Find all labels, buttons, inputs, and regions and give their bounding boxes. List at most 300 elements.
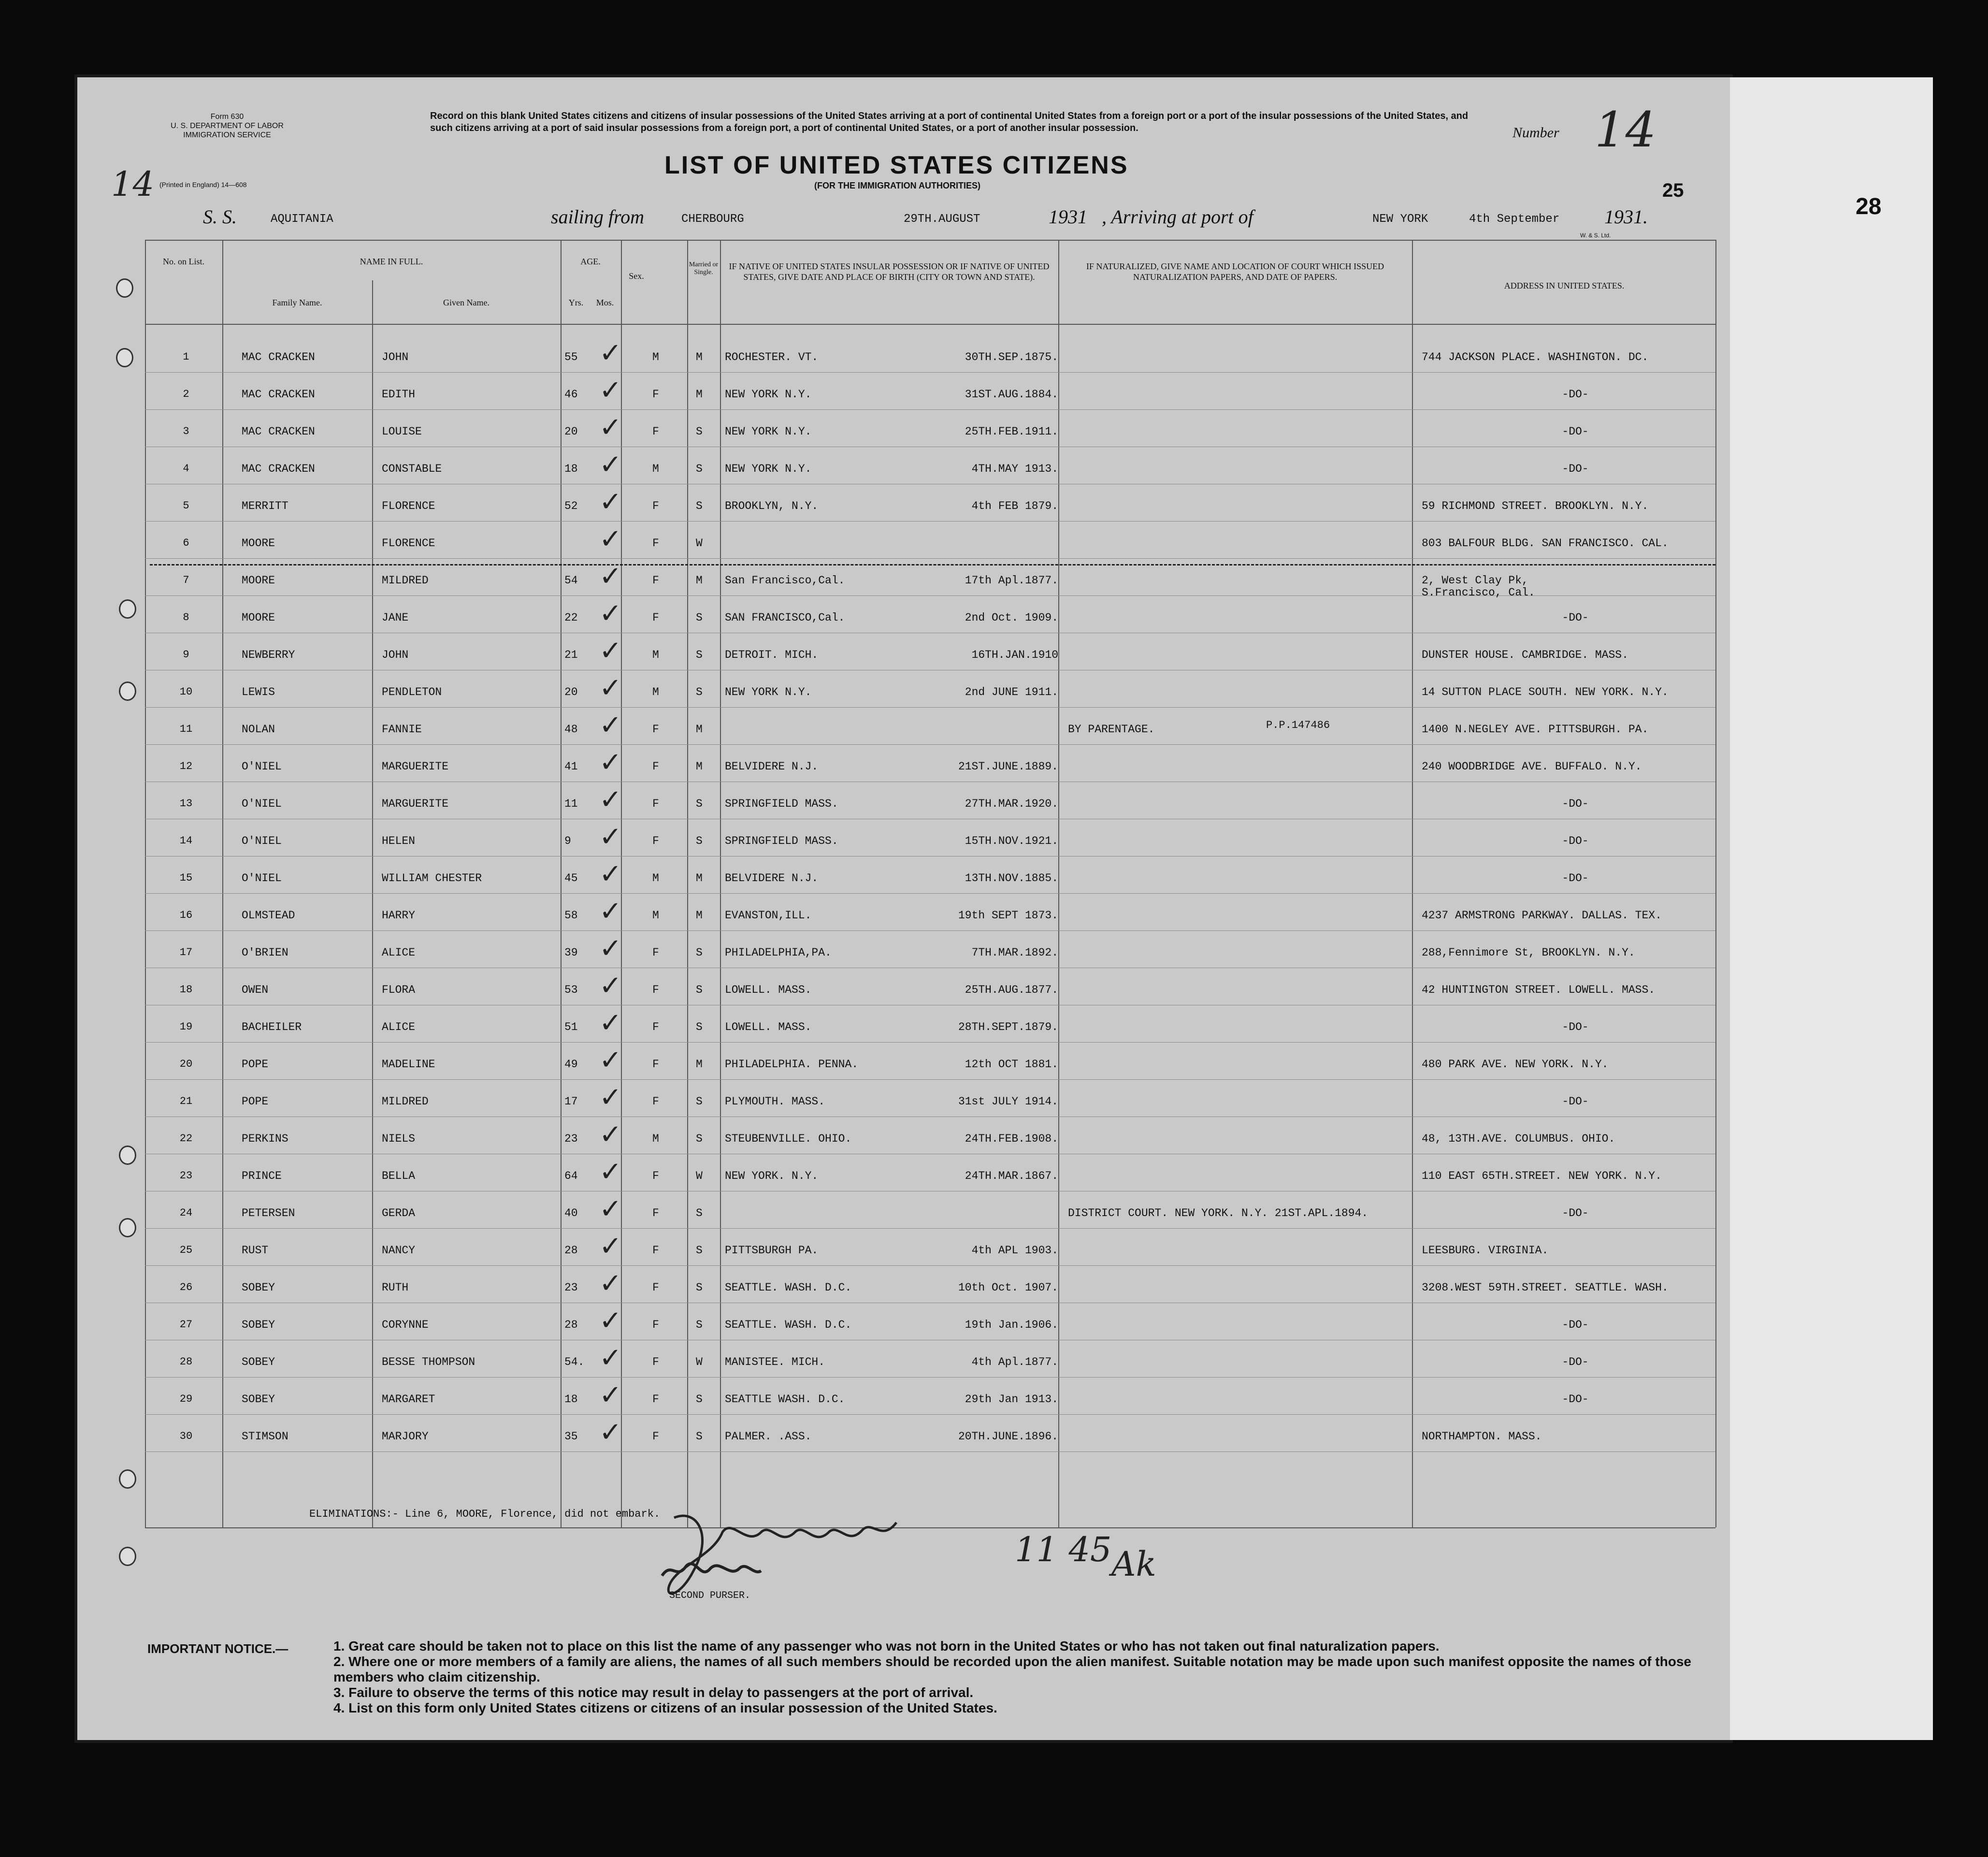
cell-no: 1 [183, 351, 189, 363]
cell-sex: F [652, 388, 659, 401]
cell-sex: M [652, 1132, 659, 1145]
cell-given: RUTH [382, 1281, 409, 1294]
cell-age: 45 [564, 872, 578, 885]
cell-given: LOUISE [382, 425, 422, 438]
header-naturalization: IF NATURALIZED, GIVE NAME AND LOCATION OF COURT WHICH ISSUED NATURALIZATION PAPERS, AND DATE OF PAPERS. [1086, 261, 1384, 282]
check-mark-icon: ✓ [599, 933, 622, 964]
cell-ms: M [696, 723, 703, 736]
col-rule [1412, 240, 1413, 1527]
cell-addr: 803 BALFOUR BLDG. SAN FRANCISCO. CAL. [1422, 537, 1669, 550]
header-name: NAME IN FULL. [360, 257, 423, 266]
cell-family: NOLAN [242, 723, 275, 736]
cell-sex: F [652, 1430, 659, 1443]
row-rule [145, 409, 1715, 410]
row-rule [145, 1079, 1715, 1080]
cell-age: 58 [564, 909, 578, 922]
notice-item: 2. Where one or more members of a family are aliens, the names of all such members should be recorded upon the alien manifest. Suitable notation may be made upon such manifest opposite the names of those members who claim citizenship. [333, 1654, 1691, 1684]
cell-sex: F [652, 1170, 659, 1182]
cell-ms: S [696, 1319, 703, 1331]
cell-ms: M [696, 351, 703, 363]
col-rule [222, 240, 223, 1527]
notice-item: 4. List on this form only United States citizens or citizens of an insular possession of the United States. [333, 1700, 997, 1715]
cell-no: 30 [179, 1430, 193, 1442]
page-title: LIST OF UNITED STATES CITIZENS [664, 151, 1129, 179]
ship-name: AQUITANIA [271, 213, 333, 226]
check-mark-icon: ✓ [599, 1119, 622, 1150]
cell-no: 2 [183, 388, 189, 400]
check-mark-icon: ✓ [599, 970, 622, 1001]
cell-no: 12 [179, 760, 193, 772]
cell-no: 6 [183, 537, 189, 549]
cell-addr: -DO- [1562, 1095, 1589, 1108]
cell-addr: 4237 ARMSTRONG PARKWAY. DALLAS. TEX. [1422, 909, 1662, 922]
check-mark-icon: ✓ [599, 1268, 622, 1299]
cell-addr: DUNSTER HOUSE. CAMBRIDGE. MASS. [1422, 649, 1628, 661]
cell-sex: F [652, 798, 659, 810]
check-mark-icon: ✓ [599, 784, 622, 815]
handwritten-time: 11 45 [1015, 1530, 1112, 1569]
cell-date: 20TH.JUNE.1896. [958, 1430, 1058, 1443]
cell-sex: F [652, 611, 659, 624]
cell-date: 15TH.NOV.1921. [965, 835, 1058, 847]
cell-place: SAN FRANCISCO,Cal. [725, 611, 845, 624]
cell-no: 27 [179, 1319, 193, 1331]
cell-no: 5 [183, 500, 189, 512]
row-rule [145, 893, 1715, 894]
cell-place: ROCHESTER. VT. [725, 351, 819, 363]
check-mark-icon: ✓ [599, 1082, 622, 1113]
cell-age: 54. [564, 1356, 585, 1368]
cell-given: HARRY [382, 909, 416, 922]
cell-age: 53 [564, 984, 578, 996]
cell-addr: NORTHAMPTON. MASS. [1422, 1430, 1542, 1443]
cell-paper-number: P.P.147486 [1266, 719, 1330, 731]
check-mark-icon: ✓ [599, 1231, 622, 1262]
cell-addr: LEESBURG. VIRGINIA. [1422, 1244, 1549, 1257]
table-top-rule [145, 240, 1715, 241]
cell-family: O'NIEL [242, 798, 282, 810]
check-mark-icon: ✓ [599, 1156, 622, 1188]
cell-addr: 288,Fennimore St, BROOKLYN. N.Y. [1422, 946, 1635, 959]
check-mark-icon: ✓ [599, 1045, 622, 1076]
cell-age: 52 [564, 500, 578, 512]
cell-date: 29th Jan 1913. [965, 1393, 1058, 1406]
table-bottom-rule [145, 1527, 1715, 1528]
check-mark-icon: ✓ [599, 672, 622, 704]
cell-no: 23 [179, 1170, 193, 1182]
cell-given: NANCY [382, 1244, 416, 1257]
cell-sex: F [652, 1319, 659, 1331]
header-address: ADDRESS IN UNITED STATES. [1504, 281, 1625, 290]
cell-ms: S [696, 1021, 703, 1033]
cell-age: 28 [564, 1244, 578, 1257]
cell-sex: F [652, 425, 659, 438]
cell-given: CORYNNE [382, 1319, 429, 1331]
cell-place: MANISTEE. MICH. [725, 1356, 825, 1368]
cell-sex: F [652, 984, 659, 996]
cell-place: SPRINGFIELD MASS. [725, 835, 838, 847]
row-rule [145, 1451, 1715, 1452]
cell-age: 11 [564, 798, 578, 810]
cell-age: 40 [564, 1207, 578, 1219]
cell-ms: S [696, 1430, 703, 1443]
cell-place: BELVIDERE N.J. [725, 760, 819, 773]
cell-date: 7TH.MAR.1892. [971, 946, 1058, 959]
cell-addr: -DO- [1562, 1356, 1589, 1368]
punch-hole [119, 1146, 136, 1165]
cell-family: SOBEY [242, 1356, 275, 1368]
cell-sex: M [652, 909, 659, 922]
cell-family: MOORE [242, 537, 275, 550]
cell-no: 16 [179, 909, 193, 921]
cell-given: MARGUERITE [382, 798, 449, 810]
cell-no: 24 [179, 1207, 193, 1219]
cell-family: PRINCE [242, 1170, 282, 1182]
cell-age: 17 [564, 1095, 578, 1108]
cell-addr: 1400 N.NEGLEY AVE. PITTSBURGH. PA. [1422, 723, 1649, 736]
cell-no: 20 [179, 1058, 193, 1070]
cell-family: PETERSEN [242, 1207, 295, 1219]
cell-ms: S [696, 1095, 703, 1108]
header-bottom-rule [145, 324, 1715, 325]
cell-date: 2nd Oct. 1909. [965, 611, 1058, 624]
cell-place: San Francisco,Cal. [725, 574, 845, 587]
cell-family: O'NIEL [242, 872, 282, 885]
cell-given: PENDLETON [382, 686, 442, 698]
row-rule [145, 744, 1715, 745]
cell-ms: S [696, 1132, 703, 1145]
cell-ms: S [696, 946, 703, 959]
cell-no: 15 [179, 872, 193, 884]
cell-sex: F [652, 537, 659, 550]
row-rule [145, 521, 1715, 522]
cell-addr: 42 HUNTINGTON STREET. LOWELL. MASS. [1422, 984, 1656, 996]
cell-family: RUST [242, 1244, 269, 1257]
cell-addr: -DO- [1562, 1319, 1589, 1331]
cell-given: FANNIE [382, 723, 422, 736]
cell-addr: 3208.WEST 59TH.STREET. SEATTLE. WASH. [1422, 1281, 1669, 1294]
cell-addr: -DO- [1562, 872, 1589, 885]
cell-given: JOHN [382, 649, 409, 661]
header-no: No. on List. [162, 257, 204, 266]
cell-date: 24TH.MAR.1867. [965, 1170, 1058, 1182]
punch-hole [116, 348, 133, 367]
cell-family: BACHEILER [242, 1021, 302, 1033]
cell-place: NEW YORK. N.Y. [725, 1170, 819, 1182]
manifest-form [77, 77, 1730, 1740]
cell-family: SOBEY [242, 1319, 275, 1331]
cell-place: SEATTLE. WASH. D.C. [725, 1281, 852, 1294]
cell-no: 3 [183, 425, 189, 437]
year-1: 1931 [1049, 206, 1087, 228]
cell-place: BELVIDERE N.J. [725, 872, 819, 885]
adjacent-page-strip [1730, 77, 1933, 1740]
cell-family: NEWBERRY [242, 649, 295, 661]
cell-ms: S [696, 1244, 703, 1257]
cell-date: 30TH.SEP.1875. [965, 351, 1058, 363]
cell-date: 25TH.AUG.1877. [965, 984, 1058, 996]
col-rule [1715, 240, 1716, 1527]
cell-sex: M [652, 351, 659, 363]
cell-addr: -DO- [1562, 611, 1589, 624]
cell-ms: W [696, 1356, 703, 1368]
cell-place: SEATTLE WASH. D.C. [725, 1393, 845, 1406]
row-6-strikethrough [150, 564, 1715, 566]
cell-date: 13TH.NOV.1885. [965, 872, 1058, 885]
check-mark-icon: ✓ [599, 710, 622, 741]
check-mark-icon: ✓ [599, 449, 622, 480]
cell-addr: 48, 13TH.AVE. COLUMBUS. OHIO. [1422, 1132, 1615, 1145]
cell-sex: F [652, 574, 659, 587]
cell-no: 7 [183, 574, 189, 586]
cell-given: BESSE THOMPSON [382, 1356, 475, 1368]
cell-addr: -DO- [1562, 463, 1589, 475]
check-mark-icon: ✓ [599, 1417, 622, 1448]
cell-no: 29 [179, 1393, 193, 1405]
row-rule [145, 707, 1715, 708]
cell-age: 49 [564, 1058, 578, 1071]
cell-ms: S [696, 649, 703, 661]
cell-addr: 480 PARK AVE. NEW YORK. N.Y. [1422, 1058, 1609, 1071]
year-2: 1931. [1604, 206, 1648, 228]
cell-place: NEW YORK N.Y. [725, 463, 812, 475]
cell-age: 41 [564, 760, 578, 773]
cell-age: 18 [564, 1393, 578, 1406]
cell-given: MILDRED [382, 574, 429, 587]
cell-given: WILLIAM CHESTER [382, 872, 482, 885]
cell-age: 46 [564, 388, 578, 401]
punch-hole [119, 1218, 136, 1237]
cell-age: 9 [564, 835, 571, 847]
cell-family: SOBEY [242, 1393, 275, 1406]
cell-addr: -DO- [1562, 835, 1589, 847]
check-mark-icon: ✓ [599, 523, 622, 555]
cell-sex: F [652, 835, 659, 847]
cell-place: NEW YORK N.Y. [725, 388, 812, 401]
number-value: 14 [1595, 102, 1657, 158]
cell-no: 14 [179, 835, 193, 847]
cell-ms: M [696, 872, 703, 885]
cell-ms: S [696, 463, 703, 475]
cell-age: 64 [564, 1170, 578, 1182]
cell-family: STIMSON [242, 1430, 288, 1443]
cell-date: 28TH.SEPT.1879. [958, 1021, 1058, 1033]
cell-no: 10 [179, 686, 193, 698]
cell-family: MOORE [242, 611, 275, 624]
cell-age: 20 [564, 686, 578, 698]
check-mark-icon: ✓ [599, 337, 622, 369]
cell-nat: DISTRICT COURT. NEW YORK. N.Y. 21ST.APL.1894. [1068, 1207, 1369, 1219]
cell-sex: F [652, 1281, 659, 1294]
cell-family: O'NIEL [242, 760, 282, 773]
cell-age: 35 [564, 1430, 578, 1443]
cell-given: HELEN [382, 835, 416, 847]
cell-date: 25TH.FEB.1911. [965, 425, 1058, 438]
cell-given: BELLA [382, 1170, 416, 1182]
header-sex: Sex. [629, 271, 644, 281]
notice-list [333, 1639, 1715, 1716]
cell-no: 17 [179, 946, 193, 958]
punch-hole [119, 1469, 136, 1489]
cell-no: 18 [179, 984, 193, 996]
cell-date: 31ST.AUG.1884. [965, 388, 1058, 401]
cell-ms: S [696, 500, 703, 512]
cell-ms: S [696, 798, 703, 810]
sailing-label: sailing from [551, 206, 644, 228]
header-birth: IF NATIVE OF UNITED STATES INSULAR POSSESSION OR IF NATIVE OF UNITED STATES, GIVE DATE AND PLACE OF BIRTH (CITY OR TOWN AND STATE). [729, 261, 1050, 282]
cell-no: 21 [179, 1095, 193, 1107]
cell-addr: -DO- [1562, 798, 1589, 810]
printer-mark: W. & S. Ltd. [1580, 232, 1611, 239]
cell-no: 4 [183, 463, 189, 475]
check-mark-icon: ✓ [599, 1305, 622, 1336]
cell-nat: BY PARENTAGE. [1068, 723, 1155, 736]
cell-family: O'NIEL [242, 835, 282, 847]
row-rule [145, 558, 1715, 559]
cell-place: SEATTLE. WASH. D.C. [725, 1319, 852, 1331]
corner-mark: 14 [111, 164, 155, 204]
cell-sex: M [652, 686, 659, 698]
cell-sex: M [652, 649, 659, 661]
check-mark-icon: ✓ [599, 561, 622, 592]
departure-date: 29TH.AUGUST [904, 213, 980, 226]
cell-place: NEW YORK N.Y. [725, 686, 812, 698]
cell-family: MAC CRACKEN [242, 463, 315, 475]
col-rule [687, 240, 688, 1527]
cell-date: 19th Jan.1906. [965, 1319, 1058, 1331]
punch-hole [116, 278, 133, 298]
cell-addr: 744 JACKSON PLACE. WASHINGTON. DC. [1422, 351, 1649, 363]
check-mark-icon: ✓ [599, 598, 622, 629]
cell-place: LOWELL. MASS. [725, 984, 812, 996]
cell-sex: M [652, 872, 659, 885]
cell-addr: 14 SUTTON PLACE SOUTH. NEW YORK. N.Y. [1422, 686, 1669, 698]
cell-given: MARGARET [382, 1393, 435, 1406]
cell-sex: M [652, 463, 659, 475]
cell-date: 10th Oct. 1907. [958, 1281, 1058, 1294]
cell-ms: M [696, 1058, 703, 1071]
arrival-date: 4th September [1469, 213, 1560, 226]
col-rule [561, 240, 562, 1527]
header-married: Married or Single. [689, 261, 719, 276]
cell-ms: S [696, 1281, 703, 1294]
cell-age: 22 [564, 611, 578, 624]
cell-age: 28 [564, 1319, 578, 1331]
cell-age: 54 [564, 574, 578, 587]
number-label: Number [1513, 125, 1559, 141]
cell-ms: W [696, 537, 703, 550]
header-age: AGE. [580, 257, 601, 266]
cell-date: 4TH.MAY 1913. [971, 463, 1058, 475]
col-rule [1058, 240, 1059, 1527]
cell-given: FLORENCE [382, 537, 435, 550]
cell-place: LOWELL. MASS. [725, 1021, 812, 1033]
cell-family: POPE [242, 1058, 269, 1071]
cell-date: 31st JULY 1914. [958, 1095, 1058, 1108]
col-rule [720, 240, 721, 1527]
notice-label: IMPORTANT NOTICE.— [147, 1641, 288, 1656]
header-family: Family Name. [272, 298, 322, 307]
cell-place: EVANSTON,ILL. [725, 909, 812, 922]
cell-family: OLMSTEAD [242, 909, 295, 922]
cell-given: MARGUERITE [382, 760, 449, 773]
check-mark-icon: ✓ [599, 858, 622, 890]
cell-age: 20 [564, 425, 578, 438]
cell-sex: F [652, 1244, 659, 1257]
cell-given: NIELS [382, 1132, 416, 1145]
form-id [155, 112, 300, 140]
cell-family: MAC CRACKEN [242, 425, 315, 438]
cell-age: 55 [564, 351, 578, 363]
cell-date: 21ST.JUNE.1889. [958, 760, 1058, 773]
cell-family: PERKINS [242, 1132, 288, 1145]
check-mark-icon: ✓ [599, 1007, 622, 1039]
cell-place: PLYMOUTH. MASS. [725, 1095, 825, 1108]
row-rule [145, 1265, 1715, 1266]
cell-no: 25 [179, 1244, 193, 1256]
cell-given: CONSTABLE [382, 463, 442, 475]
purser-signature-scrawl [657, 1556, 764, 1585]
cell-sex: F [652, 500, 659, 512]
cell-ms: M [696, 909, 703, 922]
cell-sex: F [652, 1058, 659, 1071]
cell-ms: S [696, 611, 703, 624]
cell-sex: F [652, 1393, 659, 1406]
cell-given: FLORA [382, 984, 416, 996]
cell-addr: -DO- [1562, 388, 1589, 401]
notice-item: 1. Great care should be taken not to place on this list the name of any passenger who was not born in the United States or who has not taken out final naturalization papers. [333, 1639, 1440, 1654]
cell-ms: W [696, 1170, 703, 1182]
cell-given: ALICE [382, 946, 416, 959]
cell-place: PHILADELPHIA,PA. [725, 946, 832, 959]
cell-ms: S [696, 425, 703, 438]
cell-family: MERRITT [242, 500, 288, 512]
cell-no: 8 [183, 611, 189, 624]
cell-place: PITTSBURGH PA. [725, 1244, 819, 1257]
cell-date: 17th Apl.1877. [965, 574, 1058, 587]
cell-given: JOHN [382, 351, 409, 363]
cell-addr: 59 RICHMOND STREET. BROOKLYN. N.Y. [1422, 500, 1649, 512]
cell-addr: 240 WOODBRIDGE AVE. BUFFALO. N.Y. [1422, 760, 1642, 773]
cell-place: BROOKLYN, N.Y. [725, 500, 819, 512]
row-rule [145, 1228, 1715, 1229]
cell-date: 4th FEB 1879. [971, 500, 1058, 512]
handwritten-initials: Ak [1111, 1544, 1156, 1584]
cell-family: LEWIS [242, 686, 275, 698]
cell-place: SPRINGFIELD MASS. [725, 798, 838, 810]
cell-family: SOBEY [242, 1281, 275, 1294]
col-rule [145, 240, 146, 1527]
cell-place: PHILADELPHIA. PENNA. [725, 1058, 859, 1071]
row-rule [145, 930, 1715, 931]
check-mark-icon: ✓ [599, 821, 622, 853]
cell-date: 4th Apl.1877. [971, 1356, 1058, 1368]
check-mark-icon: ✓ [599, 896, 622, 927]
cell-addr: -DO- [1562, 1207, 1589, 1219]
purser-label: SECOND PURSER. [669, 1590, 751, 1601]
cell-addr: -DO- [1562, 1021, 1589, 1033]
cell-no: 28 [179, 1356, 193, 1368]
cell-addr: -DO- [1562, 425, 1589, 438]
ss-label: S. S. [203, 206, 237, 228]
row-rule [145, 1377, 1715, 1378]
cell-given: FLORENCE [382, 500, 435, 512]
cell-family: MAC CRACKEN [242, 351, 315, 363]
notice-item: 3. Failure to observe the terms of this notice may result in delay to passengers at the port of arrival. [333, 1685, 974, 1700]
cell-sex: F [652, 1356, 659, 1368]
punch-hole [119, 682, 136, 701]
check-mark-icon: ✓ [599, 1342, 622, 1374]
